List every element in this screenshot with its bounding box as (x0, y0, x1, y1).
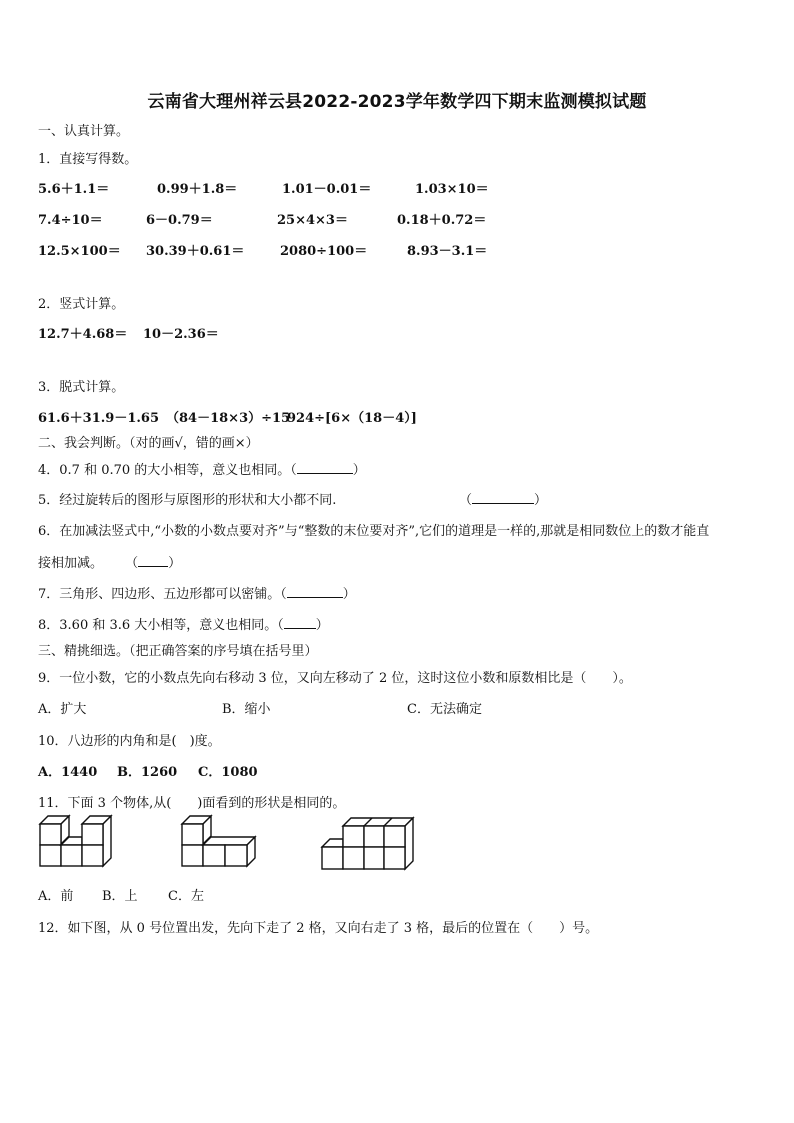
q1-r1-c3: 1.01－0.01＝ (282, 182, 372, 197)
q9-option-c[interactable]: C．无法确定 (407, 702, 482, 717)
section-3-heading: 三、精挑细选。（把正确答案的序号填在括号里） (38, 644, 318, 659)
q5-close-paren: ） (534, 493, 548, 508)
q4 (38, 459, 366, 478)
q7 (38, 583, 356, 602)
q7-close-paren: ） (342, 587, 356, 602)
section-2-heading: 二、我会判断。（对的画√，错的画×） (38, 436, 259, 451)
q7-text: 7．三角形、四边形、五边形都可以密铺。（ (38, 587, 287, 602)
q1-r3-c2: 30.39＋0.61＝ (146, 244, 245, 259)
q1-r3-c3: 2080÷100＝ (280, 244, 368, 259)
q11-text: 11．下面 3 个物体,从( )面看到的形状是相同的。 (38, 796, 346, 811)
cube-figure-3 (320, 814, 416, 872)
q11-option-a[interactable]: A．前 (38, 889, 74, 904)
q1-r3-c4: 8.93－3.1＝ (407, 244, 488, 259)
q11-option-b[interactable]: B．上 (102, 889, 138, 904)
cube-figure-2 (180, 814, 260, 870)
q1-r2-c2: 6－0.79＝ (146, 213, 213, 228)
q1-r1-c4: 1.03×10＝ (415, 182, 489, 197)
q10-option-c[interactable]: C．1080 (198, 765, 258, 780)
q6-close-paren: ） (168, 556, 182, 571)
q10-option-a[interactable]: A．1440 (38, 765, 98, 780)
q9-text: 9．一位小数，它的小数点先向右移动 3 位，又向左移动了 2 位，这时这位小数和原数相比是（ ）。 (38, 671, 632, 686)
q1-r1-c2: 0.99＋1.8＝ (157, 182, 238, 197)
q12-text: 12．如下图，从 0 号位置出发，先向下走了 2 格，又向右走了 3 格，最后的位置在（ ）号。 (38, 921, 599, 936)
q4-close-paren: ） (352, 463, 366, 478)
q4-answer-blank[interactable] (297, 461, 353, 474)
q6-line-1: 6．在加减法竖式中,“小数的小数点要对齐”与“整数的末位要对齐”,它们的道理是一样的,那就是相同数位上的数才能直 (38, 524, 710, 539)
cube-figure-1 (38, 814, 116, 870)
q3-item-2: （84－18×3）÷15 (166, 411, 291, 426)
q9-option-a[interactable]: A．扩大 (38, 702, 87, 717)
q1-r1-c1: 5.6＋1.1＝ (38, 182, 110, 197)
q2-item-1: 12.7＋4.68＝ (38, 327, 128, 342)
q6-answer-blank[interactable] (138, 554, 168, 567)
q1-label: 1．直接写得数。 (38, 152, 138, 167)
q5 (38, 489, 336, 508)
q6-text: 接相加减。 (38, 556, 104, 571)
q5-answer-blank[interactable] (472, 491, 534, 504)
q9-option-b[interactable]: B．缩小 (222, 702, 271, 717)
q7-answer-blank[interactable] (287, 585, 343, 598)
q1-r2-c3: 25×4×3＝ (277, 213, 348, 228)
q8-close-paren: ） (315, 618, 329, 633)
q1-r2-c1: 7.4÷10＝ (38, 213, 103, 228)
q10-option-b[interactable]: B．1260 (117, 765, 178, 780)
page-title: 云南省大理州祥云县2022-2023学年数学四下期末监测模拟试题 (147, 92, 647, 112)
q1-r2-c4: 0.18＋0.72＝ (397, 213, 487, 228)
section-1-heading: 一、认真计算。 (38, 124, 130, 139)
q4-text: 4．0.7 和 0.70 的大小相等，意义也相同。（ (38, 463, 297, 478)
q10-text: 10．八边形的内角和是( )度。 (38, 734, 221, 749)
q11-option-c[interactable]: C．左 (168, 889, 204, 904)
q2-label: 2．竖式计算。 (38, 297, 125, 312)
q8-text: 8．3.60 和 3.6 大小相等，意义也相同。（ (38, 618, 284, 633)
q3-item-3: 924÷[6×（18－4）] (287, 411, 417, 426)
q8 (38, 614, 329, 633)
q8-answer-blank[interactable] (284, 616, 316, 629)
q5-text: 5．经过旋转后的图形与原图形的形状和大小都不同. (38, 493, 337, 508)
q3-item-1: 61.6＋31.9－1.65 (38, 411, 159, 426)
q5-open-paren: （ (459, 493, 473, 508)
q5-answer (459, 489, 547, 508)
q1-r3-c1: 12.5×100＝ (38, 244, 121, 259)
q6-open-paren: （ (125, 556, 139, 571)
q3-label: 3．脱式计算。 (38, 380, 125, 395)
q6-line-2 (38, 552, 181, 571)
q2-item-2: 10－2.36＝ (143, 327, 219, 342)
